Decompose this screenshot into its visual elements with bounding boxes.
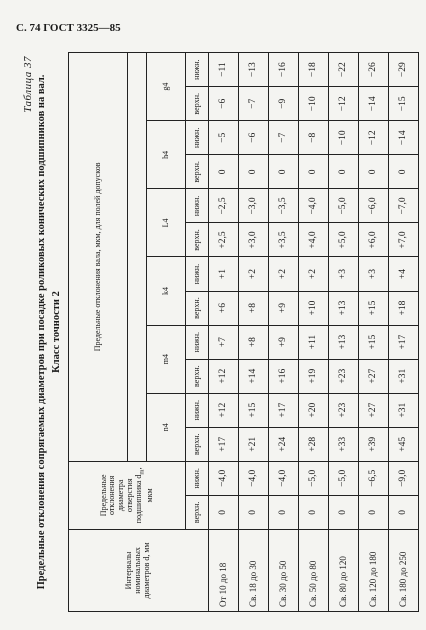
upper-deviation-header: верхн. — [186, 291, 209, 325]
table-row — [329, 53, 359, 612]
deviation-value: +23 — [329, 359, 359, 393]
deviation-value: 0 — [239, 155, 269, 189]
table-row — [389, 53, 419, 612]
deviation-value: −7,0 — [389, 189, 419, 223]
diameter-interval: Св. 18 до 30 — [239, 529, 269, 611]
deviation-value: −9 — [269, 87, 299, 121]
deviation-value: −3,0 — [239, 189, 269, 223]
deviation-value: +14 — [239, 359, 269, 393]
deviation-value: −3,5 — [269, 189, 299, 223]
upper-deviation-header: верхн. — [186, 427, 209, 461]
deviation-value: +19 — [299, 359, 329, 393]
shaft-deviation-header: Предельные отклонения вала, мкм, для полей допусков — [69, 53, 128, 462]
table-body — [209, 53, 419, 612]
deviation-value: −10 — [329, 121, 359, 155]
deviation-value: −10 — [299, 87, 329, 121]
deviation-value: +3,5 — [269, 223, 299, 257]
table-row — [209, 53, 239, 612]
deviation-value: −5,0 — [329, 461, 359, 495]
lower-deviation-header: нижн. — [186, 461, 209, 495]
deviation-value: −22 — [329, 53, 359, 87]
deviation-value: 0 — [389, 155, 419, 189]
deviation-value: +24 — [269, 427, 299, 461]
deviation-value: +18 — [389, 291, 419, 325]
deviation-value: +7,0 — [389, 223, 419, 257]
rotated-table-block — [14, 52, 419, 612]
deviation-value: +13 — [329, 291, 359, 325]
deviation-value: −8 — [299, 121, 329, 155]
deviation-value: 0 — [269, 495, 299, 529]
deviation-value: +12 — [209, 393, 239, 427]
deviation-value: −6 — [209, 87, 239, 121]
field-header: n4 — [147, 393, 186, 461]
deviation-value: +6,0 — [359, 223, 389, 257]
deviation-value: +39 — [359, 427, 389, 461]
diameter-interval: Св. 180 до 250 — [389, 529, 419, 611]
deviation-value: −5 — [209, 121, 239, 155]
deviation-value: −26 — [359, 53, 389, 87]
deviation-value: +45 — [389, 427, 419, 461]
deviation-value: +8 — [239, 325, 269, 359]
deviation-value: +31 — [389, 393, 419, 427]
deviation-value: 0 — [239, 495, 269, 529]
deviation-value: +21 — [239, 427, 269, 461]
deviation-value: +31 — [389, 359, 419, 393]
deviation-value: +9 — [269, 291, 299, 325]
deviation-value: −12 — [359, 121, 389, 155]
deviation-value: −9,0 — [389, 461, 419, 495]
upper-deviation-header: верхн. — [186, 495, 209, 529]
diameter-interval: От 10 до 18 — [209, 529, 239, 611]
deviation-value: +16 — [269, 359, 299, 393]
deviation-value: −6,0 — [359, 189, 389, 223]
upper-deviation-header: верхн. — [186, 87, 209, 121]
deviation-value: −5,0 — [329, 189, 359, 223]
diameter-interval: Св. 50 до 80 — [299, 529, 329, 611]
shaft-subheader-spacer — [128, 53, 147, 462]
deviation-value: +9 — [269, 325, 299, 359]
deviation-value: 0 — [299, 495, 329, 529]
deviation-value: 0 — [209, 155, 239, 189]
deviation-value: 0 — [359, 155, 389, 189]
lower-deviation-header: нижн. — [186, 189, 209, 223]
deviation-value: +15 — [239, 393, 269, 427]
lower-deviation-header: нижн. — [186, 121, 209, 155]
deviation-value: +17 — [269, 393, 299, 427]
deviation-value: +2,5 — [209, 223, 239, 257]
deviation-value: +4 — [389, 257, 419, 291]
table-row — [299, 53, 329, 612]
deviation-value: +20 — [299, 393, 329, 427]
deviation-value: +2 — [299, 257, 329, 291]
deviation-value: +1 — [209, 257, 239, 291]
deviation-value: −2,5 — [209, 189, 239, 223]
deviation-value: −4,0 — [299, 189, 329, 223]
upper-deviation-header: верхн. — [186, 155, 209, 189]
deviation-value: −7 — [269, 121, 299, 155]
deviation-value: −6,5 — [359, 461, 389, 495]
upper-deviation-header: верхн. — [186, 223, 209, 257]
deviation-value: +17 — [389, 325, 419, 359]
table-caption: Предельные отклонения сопрягаемых диаметров при посадке роликовых конических подшипников на вал. — [36, 74, 47, 590]
deviation-value: −5,0 — [299, 461, 329, 495]
deviation-value: 0 — [329, 155, 359, 189]
deviation-value: +33 — [329, 427, 359, 461]
deviation-value: −7 — [239, 87, 269, 121]
lower-deviation-header: нижн. — [186, 393, 209, 427]
deviation-value: 0 — [269, 155, 299, 189]
deviation-value: −16 — [269, 53, 299, 87]
deviation-value: +6 — [209, 291, 239, 325]
table-row — [269, 53, 299, 612]
table-row — [359, 53, 389, 612]
deviation-value: +23 — [329, 393, 359, 427]
field-header: L4 — [147, 189, 186, 257]
deviation-value: +4,0 — [299, 223, 329, 257]
deviation-value: −14 — [389, 121, 419, 155]
deviation-value: 0 — [209, 495, 239, 529]
lower-deviation-header: нижн. — [186, 325, 209, 359]
deviation-value: +10 — [299, 291, 329, 325]
deviation-value: +15 — [359, 291, 389, 325]
table-row — [239, 53, 269, 612]
deviation-value: +12 — [209, 359, 239, 393]
deviation-value: 0 — [359, 495, 389, 529]
bearing-deviation-header: Предельные отклонения диаметра отверстия подшипника $d_m$, мкм — [69, 461, 186, 529]
deviation-value: −11 — [209, 53, 239, 87]
deviation-value: +3 — [329, 257, 359, 291]
deviation-value: −15 — [389, 87, 419, 121]
deviation-value: +27 — [359, 393, 389, 427]
deviation-value: +2 — [239, 257, 269, 291]
field-header: k4 — [147, 257, 186, 325]
deviation-value: +5,0 — [329, 223, 359, 257]
field-header: g4 — [147, 53, 186, 121]
page-header: С. 74 ГОСТ 3325—85 — [16, 22, 121, 34]
deviation-value: +8 — [239, 291, 269, 325]
deviation-value: −18 — [299, 53, 329, 87]
lower-deviation-header: нижн. — [186, 257, 209, 291]
field-header: m4 — [147, 325, 186, 393]
upper-lower-row — [186, 53, 209, 612]
deviation-value: +28 — [299, 427, 329, 461]
diameter-interval: Св. 80 до 120 — [329, 529, 359, 611]
field-header: h4 — [147, 121, 186, 189]
upper-deviation-header: верхн. — [186, 359, 209, 393]
diameter-interval: Св. 30 до 50 — [269, 529, 299, 611]
deviation-value: 0 — [329, 495, 359, 529]
deviation-value: −29 — [389, 53, 419, 87]
deviation-value: −13 — [239, 53, 269, 87]
deviation-value: 0 — [299, 155, 329, 189]
lower-deviation-header: нижн. — [186, 53, 209, 87]
table-label: Таблица 37 — [22, 56, 34, 113]
deviation-value: +2 — [269, 257, 299, 291]
deviation-table — [68, 52, 419, 612]
accuracy-class: Класс точности 2 — [51, 291, 62, 373]
deviation-value: +3,0 — [239, 223, 269, 257]
deviation-value: 0 — [389, 495, 419, 529]
deviation-value: −4,0 — [239, 461, 269, 495]
deviation-value: +13 — [329, 325, 359, 359]
deviation-value: +11 — [299, 325, 329, 359]
deviation-value: −6 — [239, 121, 269, 155]
deviation-value: +17 — [209, 427, 239, 461]
deviation-value: +7 — [209, 325, 239, 359]
interval-header: Интервалы номинальных диаметров d, мм — [69, 529, 209, 611]
deviation-value: +3 — [359, 257, 389, 291]
deviation-value: −4,0 — [269, 461, 299, 495]
deviation-value: −4,0 — [209, 461, 239, 495]
deviation-value: +15 — [359, 325, 389, 359]
deviation-value: −12 — [329, 87, 359, 121]
deviation-value: −14 — [359, 87, 389, 121]
deviation-value: +27 — [359, 359, 389, 393]
diameter-interval: Св. 120 до 180 — [359, 529, 389, 611]
